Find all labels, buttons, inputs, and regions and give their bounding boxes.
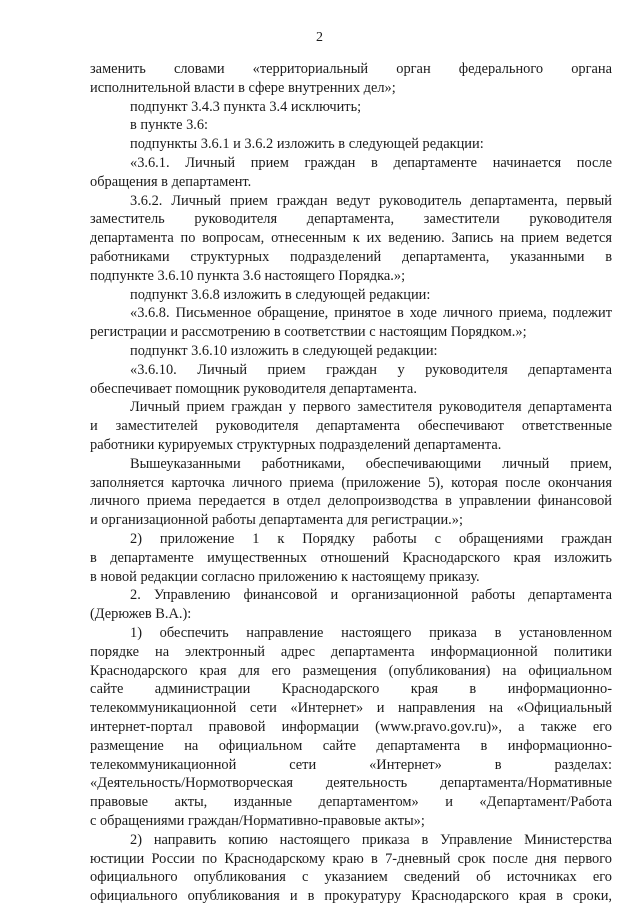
text-line: Личный прием граждан у первого заместителя руководителя департамента: [130, 399, 612, 416]
text-line: «3.6.10. Личный прием граждан у руководителя департамента: [130, 361, 612, 378]
text-line: юстиции России по Краснодарскому краю в 7-дневный срок после дня первого: [90, 850, 612, 867]
text-line: обеспечивает помощник руководителя департамента.: [90, 380, 417, 397]
text-line: подпункт 3.6.10 изложить в следующей редакции:: [130, 343, 438, 359]
text-line: «Деятельность/Нормотворческая деятельность департамента/Нормативные: [90, 775, 612, 792]
text-line: 2) направить копию настоящего приказа в Управление Министерства: [130, 831, 612, 848]
text-line: личного приема передается в отдел делопроизводства в управлении финансовой: [90, 493, 612, 510]
text-line: в департаменте имущественных отношений Краснодарского края изложить: [90, 549, 612, 566]
text-line: интернет-портал правовой информации (www.pravo.gov.ru)», а также его: [90, 719, 612, 735]
text-line: работниками структурных подразделений департамента, указанными в: [90, 249, 612, 265]
text-line: и организационной работы департамента для регистрации.»;: [90, 512, 463, 529]
text-line: официального опубликования и в прокуратуру Краснодарского края в сроки,: [90, 888, 612, 905]
text-line: регистрации и рассмотрению в соответствии с настоящим Порядком.»;: [90, 324, 527, 341]
text-line: 2. Управлению финансовой и организационной работы департамента: [130, 587, 612, 604]
text-line: 1) обеспечить направление настоящего приказа в установленном: [130, 625, 612, 641]
text-line: (Дерюжев В.А.):: [90, 606, 192, 623]
text-line: телекоммуникационной сети «Интернет» в разделах:: [90, 756, 612, 773]
text-line: порядке на электронный адрес департамента информационной политики: [90, 643, 612, 660]
text-line: 2) приложение 1 к Порядку работы с обращениями граждан: [130, 531, 612, 547]
text-line: департамента по вопросам, отнесенным к их ведению. Запись на прием ведется: [90, 230, 612, 247]
text-line: подпункты 3.6.1 и 3.6.2 изложить в следующей редакции:: [130, 136, 484, 153]
text-line: заменить словами «территориальный орган федерального органа: [90, 61, 612, 77]
text-line: телекоммуникационной сети «Интернет» и направления на «Официальный: [90, 700, 612, 717]
text-line: Вышеуказанными работниками, обеспечивающими личный прием,: [130, 455, 612, 472]
text-line: подпункт 3.4.3 пункта 3.4 исключить;: [130, 98, 362, 115]
text-line: обращения в департамент.: [90, 173, 252, 190]
text-line: и заместителей руководителя департамента обеспечивают ответственные: [90, 418, 612, 435]
text-line: подпункте 3.6.10 пункта 3.6 настоящего Порядка.»;: [90, 267, 406, 284]
text-line: правовые акты, изданные департаментом» и «Департамент/Работа: [90, 794, 612, 811]
text-line: размещение на официальном сайте департамента в информационно-: [90, 737, 612, 754]
text-line: Краснодарского края для его размещения (опубликования) на официальном: [90, 662, 612, 679]
text-line: работники курируемых структурных подразделений департамента.: [90, 437, 502, 453]
text-line: с обращениями граждан/Нормативно-правовые акты»;: [90, 813, 425, 829]
text-line: в новой редакции согласно приложению к настоящему приказу.: [90, 568, 480, 585]
text-line: заполняется карточка личного приема (приложение 5), которая после окончания: [90, 474, 612, 491]
text-line: исполнительной власти в сфере внутренних дел»;: [90, 79, 396, 96]
text-line: «3.6.8. Письменное обращение, принятое в ходе личного приема, подлежит: [130, 305, 612, 322]
text-line: в пункте 3.6:: [130, 117, 209, 134]
text-line: сайте администрации Краснодарского края в информационно-: [90, 681, 612, 698]
text-line: 3.6.2. Личный прием граждан ведут руководитель департамента, первый: [130, 192, 612, 209]
text-line: официального опубликования с указанием сведений об источниках его: [90, 869, 612, 886]
page-number: 2: [316, 30, 323, 45]
text-line: заместитель руководителя департамента, заместители руководителя: [90, 211, 612, 228]
text-line: «3.6.1. Личный прием граждан в департаменте начинается после: [130, 155, 612, 171]
text-line: подпункт 3.6.8 изложить в следующей редакции:: [130, 286, 431, 303]
